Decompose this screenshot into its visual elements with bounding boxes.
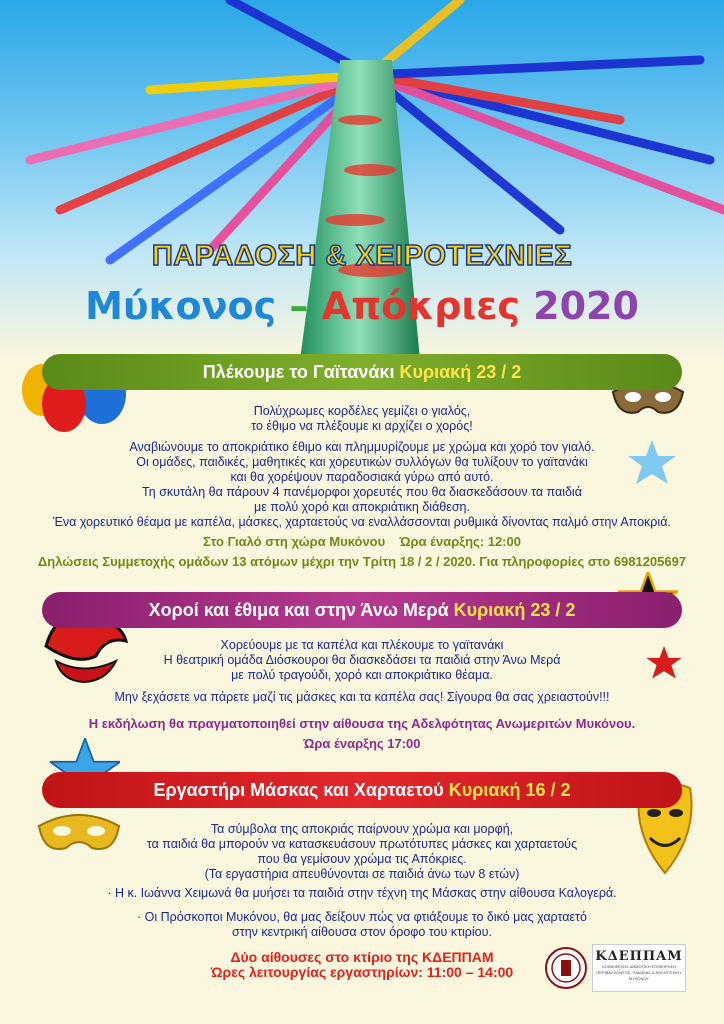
text-line: το έθιμο να πλέξουμε κι αρχίζει ο χορός! xyxy=(251,419,473,433)
section3-bullet2 xyxy=(20,910,704,940)
poster-subtitle xyxy=(0,284,724,328)
section2-date: Κυριακή 23 / 2 xyxy=(453,600,576,620)
text-line: Ένα χορευτικό θέαμα με καπέλα, μάσκες, χαρταετούς να εναλλάσσονται ρυθμικά δίνοντας παλμό στην Αποκριά. xyxy=(53,515,671,529)
section3-text xyxy=(20,822,704,882)
section3-title: Εργαστήρι Μάσκας και Χαρταετού xyxy=(153,780,449,800)
section1-date: Κυριακή 23 / 2 xyxy=(399,362,522,382)
section1-intro xyxy=(20,404,704,434)
subtitle-part: Μύκονος xyxy=(85,284,277,328)
section2-text xyxy=(20,638,704,683)
text-line: και θα χορέψουν παραδοσιακά γύρω από αυτό. xyxy=(230,470,494,484)
section1-paragraph xyxy=(20,440,704,530)
text-line: Αναβιώνουμε το αποκριάτικο έθιμο και πλημμυρίζουμε με χρώμα και χορό τον γιαλό. xyxy=(129,440,595,454)
subtitle-part: Απόκριες xyxy=(321,284,520,328)
kdeppam-logo-subtitle: ΜΥΚΟΝΟΥ xyxy=(628,976,650,981)
section2-venue: Η εκδήλωση θα πραγματοποιηθεί στην αίθουσα της Αδελφότητας Ανωμεριτών Μυκόνου. xyxy=(88,716,636,731)
subtitle-part: 2020 xyxy=(533,284,639,328)
section2-banner xyxy=(42,592,682,628)
section2-title: Χοροί και έθιμα και στην Άνω Μερά xyxy=(148,600,454,620)
text-line: Οι ομάδες, παιδικές, μαθητικές και χορευτικών συλλόγων θα τυλίξουν το γαϊτανάκι xyxy=(136,455,588,469)
text-line: Η θεατρική ομάδα Διόσκουροι θα διασκεδάσει τα παιδιά στην Άνω Μερά xyxy=(163,653,561,667)
text-line: Χορεύουμε με τα καπέλα και πλέκουμε το γαϊτανάκι xyxy=(220,638,504,652)
section1-registration: Δηλώσεις Συμμετοχής ομάδων 13 ατόμων μέχρι την Τρίτη 18 / 2 / 2020. Για πληροφορίες στο 6981205697 xyxy=(37,554,687,569)
section1-banner xyxy=(42,354,682,390)
kdeppam-logo-subtitle: ΚΟΙΝΩΦΕΛΗΣ ΔΗΜΟΤΙΚΗ ΕΠΙΧΕΙΡΗΣΗ xyxy=(602,964,676,969)
text-line: (Τα εργαστήρια απευθύνονται σε παιδιά άνω των 8 ετών) xyxy=(204,867,520,881)
text-line: Τα σύμβολα της αποκριάς παίρνουν χρώμα και μορφή, xyxy=(210,822,514,836)
section1-location: Στο Γιαλό στη χώρα Μυκόνου Ώρα έναρξης: 12:00 xyxy=(203,534,521,549)
text-line: με πολύ χορό και αποκριάτικη διάθεση. xyxy=(254,500,470,514)
subtitle-part: – xyxy=(276,284,322,328)
text-line: στην κεντρική αίθουσα στον όροφο του κτιρίου. xyxy=(232,925,492,939)
kdeppam-logo-subtitle: ΠΕΡΙΒΑΛΛΟΝΤΟΣ, ΠΑΙΔΕΙΑΣ & ΑΘΛΗΤΙΣΜΟΥ xyxy=(596,970,682,975)
section2-reminder: Μην ξεχάσετε να πάρετε μαζί τις μάσκες και τα καπέλα σας! Σίγουρα θα σας χρειαστούν!!! xyxy=(114,690,610,704)
text-line: · Οι Πρόσκοποι Μυκόνου, θα μας δείξουν πώς να φτιάξουμε το δικό μας χαρταετό xyxy=(137,910,587,924)
kdeppam-logo-name: ΚΔΕΠΠΑΜ xyxy=(595,949,683,964)
text-line: με πολύ τραγούδι, χορό και αποκριάτικο θέαμα. xyxy=(231,668,493,682)
poster-title: ΠΑΡΑΔΟΣΗ & ΧΕΙΡΟΤΕΧΝΙΕΣ xyxy=(151,240,573,272)
text-line: που θα γεμίσουν χρώμα τις Απόκριες. xyxy=(257,852,467,866)
section1-title: Πλέκουμε το Γαϊτανάκι xyxy=(202,362,400,382)
subtitle-part xyxy=(520,284,533,328)
section3-date: Κυριακή 16 / 2 xyxy=(448,780,571,800)
footer-line: Ώρες λειτουργίας εργαστηρίων: 11:00 – 14:00 xyxy=(210,964,514,980)
section2-time: Ώρα έναρξης 17:00 xyxy=(303,736,421,751)
footer-line: Δύο αίθουσες στο κτίριο της ΚΔΕΠΠΑΜ xyxy=(230,949,494,965)
emblem-logo xyxy=(544,946,588,990)
text-line: τα παιδιά θα μπορούν να κατασκευάσουν πρωτότυπες μάσκες και χαρταετούς xyxy=(146,837,578,851)
kdeppam-logo xyxy=(592,944,686,992)
section3-bullet1: · Η κ. Ιωάννα Χειμωνά θα μυήσει τα παιδιά στην τέχνη της Μάσκας στην αίθουσα Καλογερά. xyxy=(107,886,617,900)
text-line: Πολύχρωμες κορδέλες γεμίζει ο γιαλός, xyxy=(253,404,471,418)
text-line: Τη σκυτάλη θα πάρουν 4 πανέμορφοι χορευτές που θα διασκεδάσουν τα παιδιά xyxy=(142,485,582,499)
section3-banner xyxy=(42,772,682,808)
